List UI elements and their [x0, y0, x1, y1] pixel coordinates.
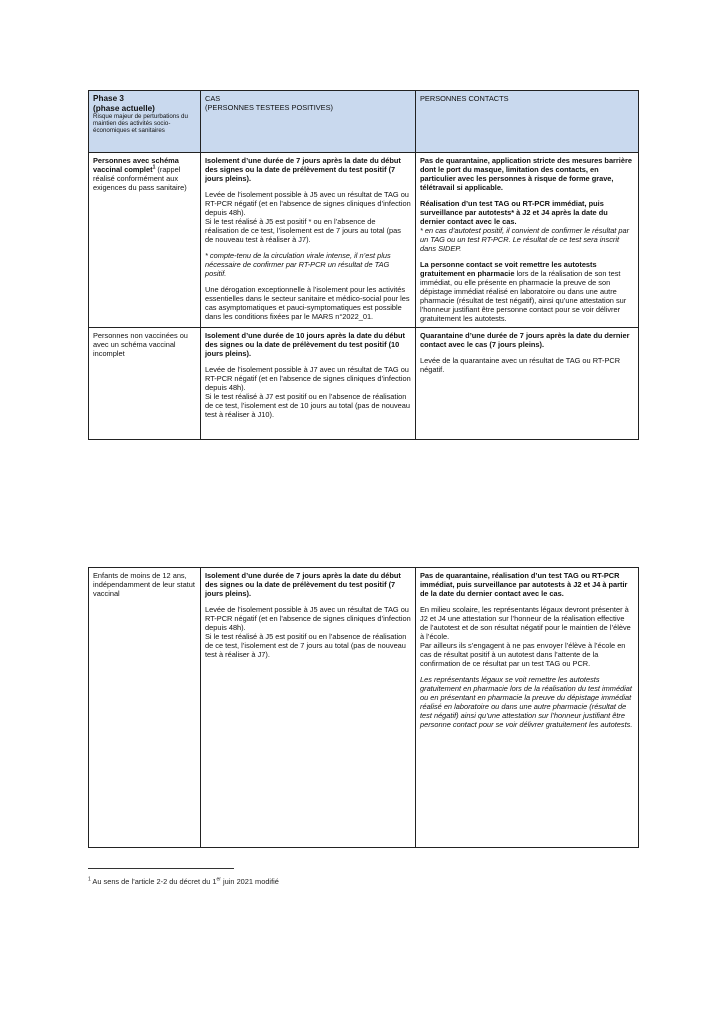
cell-contacts-vaccinated — [416, 153, 639, 328]
row-label-unvaccinated: Personnes non vaccinées ou avec un schéma vaccinal incomplet — [89, 328, 201, 440]
cas-isolation-rule: Isolement d’une durée de 7 jours après la date du début des signes ou la date de prélèvement du test positif (7 jours pleins). — [205, 156, 401, 183]
contacts-quarantine-rule: Quarantaine d’une durée de 7 jours après la date du dernier contact avec le cas (7 jours pleins). — [420, 331, 630, 349]
cell-contacts-children — [416, 568, 639, 848]
row-label-vaccinated-bold: Personnes avec schéma vaccinal complet — [93, 156, 179, 174]
measures-table-children — [88, 567, 639, 848]
table-header-row — [89, 91, 639, 153]
cas-isolation-rule: Isolement d’une durée de 10 jours après la date du début des signes ou la date de prélèvement du test positif (10 jours pleins). — [205, 331, 406, 358]
row-label-children: Enfants de moins de 12 ans, indépendamment de leur statut vaccinal — [89, 568, 201, 848]
table-row-unvaccinated — [89, 328, 639, 440]
footnote — [88, 877, 628, 886]
contacts-lift-rule: Levée de la quarantaine avec un résultat de TAG ou RT-PCR négatif. — [420, 356, 621, 374]
cell-cas-unvaccinated — [201, 328, 416, 440]
cas-lift-rule: Levée de l’isolement possible à J7 avec un résultat de TAG ou RT-PCR négatif (et en l’absence de signes cliniques d’infection depuis 48h). — [205, 365, 411, 392]
footnote-text-end: juin 2021 modifié — [220, 877, 279, 886]
phase-description: Risque majeur de perturbations du maintien des activités socio-économiques et sanitaires — [93, 113, 188, 135]
table-row-vaccinated — [89, 153, 639, 328]
contacts-test-rule: Réalisation d’un test TAG ou RT-PCR immédiat, puis surveillance par autotests* à J2 et J4 après la date du dernier contact avec le cas. — [420, 199, 608, 226]
footnote-number: 1 — [88, 876, 91, 883]
header-phase — [89, 91, 201, 153]
contacts-no-quarantine: Pas de quarantaine, application stricte des mesures barrière dont le port du masque, limitation des contacts, en particulier avec les personnes à risque de forme grave, télétravail si applicable. — [420, 156, 632, 192]
footnote-ordinal: er — [216, 876, 221, 883]
cas-isolation-rule: Isolement d’une durée de 7 jours après la date du début des signes ou la date de prélèvement du test positif (7 jours pleins). — [205, 571, 401, 598]
header-contacts: PERSONNES CONTACTS — [416, 91, 639, 153]
contacts-autotest-note: * en cas d’autotest positif, il convient de confirmer le résultat par un TAG ou un test RT-PCR. Le résultat de ce test sera inscrit dans SIDEP. — [420, 226, 630, 253]
phase-title: Phase 3 — [93, 94, 124, 103]
table-row-children — [89, 568, 639, 848]
contacts-autotests-pharmacy — [420, 260, 634, 323]
phase-subtitle: (phase actuelle) — [93, 103, 155, 113]
contacts-autotests-rest: lors de la réalisation de son test immédiat, ou elle présente en pharmacie la preuve de son dépistage immédiat réalisé en laboratoire ou dans une autre pharmacie (résultat de test négatif), ainsi qu’une attestation sur l’honneur justifiant être personne contact pour se voir délivrer gratuitement les autotests. — [420, 269, 627, 323]
cas-lift-rule: Levée de l’isolement possible à J5 avec un résultat de TAG ou RT-PCR négatif (et en l’absence de signes cliniques d’infection depuis 48h). — [205, 605, 411, 632]
cas-derogation: Une dérogation exceptionnelle à l’isolement pour les activités essentielles dans le secteur sanitaire et médico-social pour les cas asymptomatiques et pauci-symptomatiques est possible dans les conditions fixées par le MARS n°2022_01. — [205, 285, 410, 321]
contacts-commitment: Par ailleurs ils s’engagent à ne pas envoyer l’élève à l’école en cas de résultat positif à un autotest dans l’attente de la confirmation de ce résultat par un test TAG ou PCR. — [420, 641, 626, 668]
cell-contacts-unvaccinated — [416, 328, 639, 440]
header-cas-line2: (PERSONNES TESTEES POSITIVES) — [205, 103, 333, 112]
header-cas-line1: CAS — [205, 94, 221, 103]
cas-positive-rule: Si le test réalisé à J5 est positif ou en l’absence de réalisation de ce test, l’isolement est de 7 jours au total (pas de nouveau test à réaliser à J7). — [205, 632, 407, 659]
cas-positive-rule: Si le test réalisé à J7 est positif ou en l’absence de réalisation de ce test, l’isolement est de 10 jours au total (pas de nouveau test à réaliser à J10). — [205, 392, 411, 419]
cas-positive-rule: Si le test réalisé à J5 est positif * ou en l’absence de réalisation de ce test, l’isolement est de 7 jours au total (pas de nouveau test à réaliser à J7). — [205, 217, 401, 244]
cas-note: * compte-tenu de la circulation virale intense, il n’est plus nécessaire de confirmer par RT-PCR un résultat de TAG positif. — [205, 251, 391, 278]
cas-lift-rule: Levée de l’isolement possible à J5 avec un résultat de TAG ou RT-PCR négatif (et en l’absence de signes cliniques d’infection depuis 48h). — [205, 190, 411, 217]
measures-table-phase3 — [88, 90, 639, 440]
header-cas — [201, 91, 416, 153]
row-label-vaccinated — [89, 153, 201, 328]
row-label-vaccinated-rest: (rappel réalisé conformément aux exigences du pass sanitaire) — [93, 165, 187, 192]
contacts-school-rule: En milieu scolaire, les représentants légaux devront présenter à J2 et J4 une attestation sur l’honneur de la réalisation effective de l’autotest et de son résultat négatif pour le maintien de l’élève à l’école. — [420, 605, 631, 641]
contacts-autotests-bold: La personne contact se voit remettre les autotests gratuitement en pharmacie — [420, 260, 597, 278]
cell-cas-vaccinated — [201, 153, 416, 328]
footnote-ref: 1 — [152, 164, 156, 171]
contacts-no-quarantine: Pas de quarantaine, réalisation d’un test TAG ou RT-PCR immédiat, puis surveillance par autotests à J2 et J4 à partir de la date du dernier contact avec le cas. — [420, 571, 628, 598]
cell-cas-children — [201, 568, 416, 848]
contacts-autotests-pharmacy: Les représentants légaux se voit remettre les autotests gratuitement en pharmacie lors de la réalisation du test immédiat ou en présentant en pharmacie la preuve du dépistage immédiat réalisé en laboratoire ou dans une autre pharmacie (résultat de test négatif) ainsi qu’une attestation sur l’honneur justifiant être personne contact pour se voir délivrer gratuitement les autotests. — [420, 675, 633, 729]
footnote-text: Au sens de l’article 2-2 du décret du 1 — [90, 877, 217, 886]
footnote-separator — [88, 868, 234, 869]
